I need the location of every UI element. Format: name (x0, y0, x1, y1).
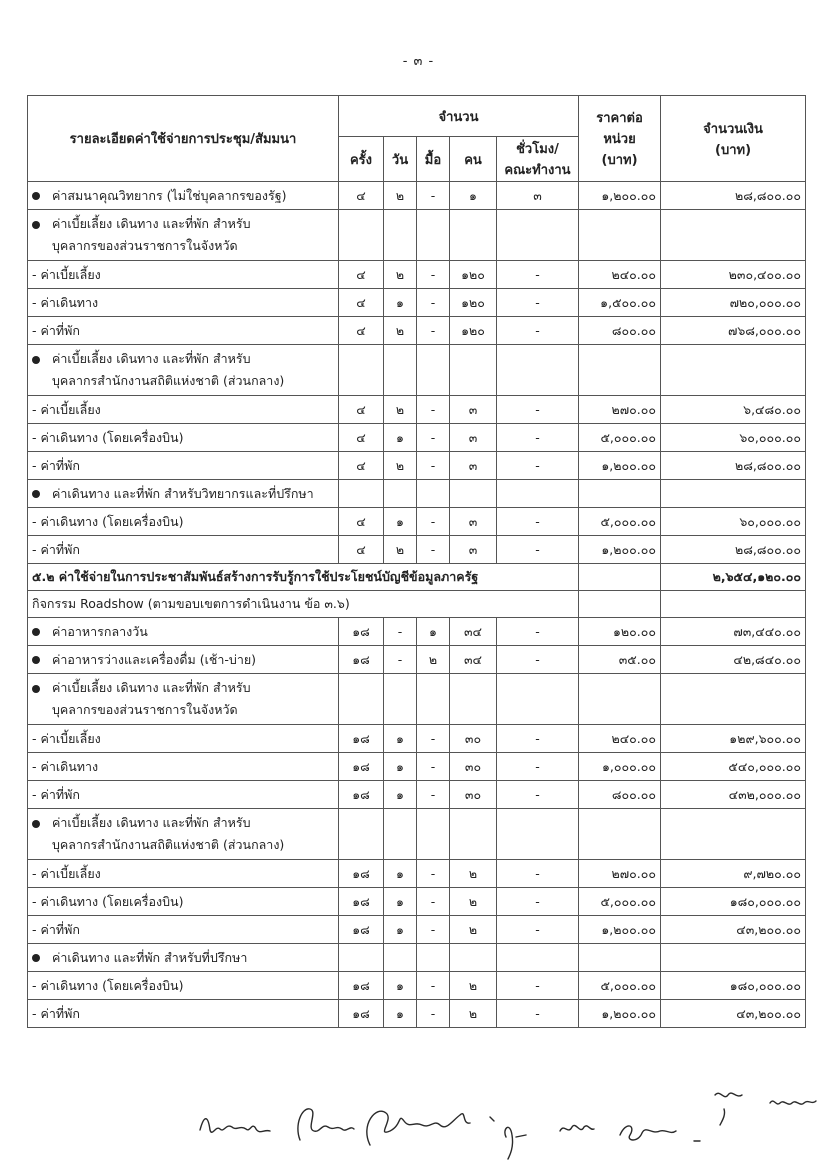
amount-cell: ๔๓๒,๐๐๐.๐๐ (661, 781, 806, 809)
hours-cell: - (497, 424, 579, 452)
section-blank-cell (579, 564, 661, 591)
unit-price-cell: ๕,๐๐๐.๐๐ (579, 972, 661, 1000)
category-label-line2: บุคลากรของส่วนราชการในจังหวัด (52, 702, 238, 717)
unit-price-cell: ๑๒๐.๐๐ (579, 618, 661, 646)
meals-cell: - (417, 289, 450, 317)
item-label: - ค่าเดินทาง (28, 289, 339, 317)
times-cell: ๑๘ (339, 646, 384, 674)
section-title-row (28, 564, 806, 591)
category-label (28, 480, 339, 508)
amount-cell: ๔๓,๒๐๐.๐๐ (661, 916, 806, 944)
amount-cell: ๑๘๐,๐๐๐.๐๐ (661, 888, 806, 916)
empty-cell (339, 210, 384, 261)
bullet-icon (32, 192, 40, 200)
item-label: - ค่าเบี้ยเลี้ยง (28, 725, 339, 753)
hours-cell (497, 480, 579, 508)
hours-cell: - (497, 781, 579, 809)
meals-cell: - (417, 753, 450, 781)
bullet-icon (32, 685, 40, 693)
persons-cell (450, 480, 497, 508)
times-cell: ๔ (339, 182, 384, 210)
table-row (28, 860, 806, 888)
days-cell: ๒ (384, 396, 417, 424)
empty-cell (497, 345, 579, 396)
hours-cell: - (497, 725, 579, 753)
table-row (28, 972, 806, 1000)
section-5-2 (28, 564, 806, 618)
table-row (28, 753, 806, 781)
hours-cell: - (497, 860, 579, 888)
times-cell: ๑๘ (339, 860, 384, 888)
header-amount-line1: จำนวนเงิน (703, 121, 763, 137)
empty-cell (497, 674, 579, 725)
amount-cell (661, 480, 806, 508)
empty-cell (384, 809, 417, 860)
section-total: ๒,๖๕๔,๑๒๐.๐๐ (661, 564, 806, 591)
category-label (28, 618, 339, 646)
meals-cell: - (417, 972, 450, 1000)
category-label-line1: ค่าเบี้ยเลี้ยง เดินทาง และที่พัก สำหรับ (52, 815, 251, 830)
header-persons: คน (450, 137, 497, 182)
persons-cell: ๑๒๐ (450, 317, 497, 345)
unit-price-cell: ๘๐๐.๐๐ (579, 317, 661, 345)
meals-cell: - (417, 508, 450, 536)
days-cell: ๒ (384, 261, 417, 289)
header-amount (661, 96, 806, 182)
category-label-line2: บุคลากรของส่วนราชการในจังหวัด (52, 238, 238, 253)
empty-cell (384, 210, 417, 261)
hours-cell (497, 944, 579, 972)
category-label (28, 809, 339, 860)
category-label (28, 646, 339, 674)
unit-price-cell: ๑,๐๐๐.๐๐ (579, 753, 661, 781)
category-label-line1: ค่าเบี้ยเลี้ยง เดินทาง และที่พัก สำหรับ (52, 680, 251, 695)
empty-cell (339, 809, 384, 860)
unit-price-cell: ๒๗๐.๐๐ (579, 860, 661, 888)
persons-cell: ๓๐ (450, 753, 497, 781)
unit-price-cell: ๘๐๐.๐๐ (579, 781, 661, 809)
hours-cell: - (497, 1000, 579, 1028)
times-cell: ๔ (339, 289, 384, 317)
category-label-text: ค่าสมนาคุณวิทยากร (ไม่ใช่บุคลากรของรัฐ) (52, 187, 287, 203)
persons-cell: ๓๔ (450, 646, 497, 674)
bullet-icon (32, 356, 40, 364)
amount-cell: ๒๘,๘๐๐.๐๐ (661, 536, 806, 564)
table-row (28, 888, 806, 916)
hours-cell: - (497, 753, 579, 781)
persons-cell: ๒ (450, 916, 497, 944)
meals-cell: - (417, 725, 450, 753)
amount-cell: ๗๖๘,๐๐๐.๐๐ (661, 317, 806, 345)
table-row (28, 916, 806, 944)
hours-cell: - (497, 536, 579, 564)
persons-cell: ๓ (450, 424, 497, 452)
category-label (28, 345, 339, 396)
unit-price-cell: ๑,๒๐๐.๐๐ (579, 452, 661, 480)
amount-cell: ๒๓๐,๔๐๐.๐๐ (661, 261, 806, 289)
empty-cell (450, 210, 497, 261)
amount-cell: ๔๒,๘๔๐.๐๐ (661, 646, 806, 674)
days-cell (384, 944, 417, 972)
empty-cell (384, 674, 417, 725)
table-row (28, 1000, 806, 1028)
table-row (28, 424, 806, 452)
page-number: - ๓ - (402, 54, 435, 69)
category-label (28, 674, 339, 725)
meals-cell: - (417, 261, 450, 289)
persons-cell: ๒ (450, 1000, 497, 1028)
days-cell: ๑ (384, 508, 417, 536)
table-body-part1 (28, 182, 806, 564)
amount-cell: ๒๘,๘๐๐.๐๐ (661, 452, 806, 480)
unit-price-cell: ๒๔๐.๐๐ (579, 261, 661, 289)
empty-cell (384, 345, 417, 396)
times-cell: ๔ (339, 452, 384, 480)
header-hours-line1: ชั่วโมง/ (516, 142, 559, 157)
activity-blank-cell (579, 591, 661, 618)
table-body-part2 (28, 618, 806, 1028)
meals-cell: - (417, 916, 450, 944)
table-row (28, 317, 806, 345)
amount-cell: ๔๓,๒๐๐.๐๐ (661, 1000, 806, 1028)
hours-cell: - (497, 646, 579, 674)
hours-cell: - (497, 289, 579, 317)
unit-price-cell: ๑,๒๐๐.๐๐ (579, 182, 661, 210)
unit-price-cell: ๑,๒๐๐.๐๐ (579, 916, 661, 944)
item-label: - ค่าเดินทาง (28, 753, 339, 781)
bullet-icon (32, 490, 40, 498)
item-label: - ค่าเดินทาง (โดยเครื่องบิน) (28, 508, 339, 536)
category-label-text: ค่าอาหารกลางวัน (52, 623, 148, 639)
empty-cell (579, 345, 661, 396)
signature-6 (620, 1126, 676, 1140)
table-row (28, 452, 806, 480)
section-activity: กิจกรรม Roadshow (ตามขอบเขตการดำเนินงาน ข้อ ๓.๖) (28, 591, 579, 618)
times-cell: ๔ (339, 396, 384, 424)
header-description: รายละเอียดค่าใช้จ่ายการประชุม/สัมมนา (28, 96, 339, 182)
item-label: - ค่าที่พัก (28, 317, 339, 345)
empty-cell (339, 345, 384, 396)
persons-cell: ๓ (450, 452, 497, 480)
table-row (28, 480, 806, 508)
hours-cell: - (497, 618, 579, 646)
expense-table (27, 95, 806, 1028)
unit-price-cell: ๕,๐๐๐.๐๐ (579, 508, 661, 536)
times-cell: ๑๘ (339, 916, 384, 944)
item-label: - ค่าที่พัก (28, 781, 339, 809)
empty-cell (450, 345, 497, 396)
days-cell: ๑ (384, 725, 417, 753)
table-row (28, 345, 806, 396)
days-cell: ๑ (384, 860, 417, 888)
times-cell: ๑๘ (339, 618, 384, 646)
empty-cell (579, 809, 661, 860)
amount-cell: ๑๘๐,๐๐๐.๐๐ (661, 972, 806, 1000)
hours-cell: - (497, 916, 579, 944)
item-label: - ค่าเบี้ยเลี้ยง (28, 396, 339, 424)
days-cell: ๒ (384, 536, 417, 564)
empty-cell (661, 345, 806, 396)
header-times: ครั้ง (339, 137, 384, 182)
signature-2 (298, 1109, 354, 1140)
bullet-icon (32, 820, 40, 828)
item-label: - ค่าเดินทาง (โดยเครื่องบิน) (28, 424, 339, 452)
empty-cell (661, 210, 806, 261)
unit-price-cell (579, 480, 661, 508)
empty-cell (450, 674, 497, 725)
meals-cell: - (417, 781, 450, 809)
unit-price-cell: ๒๔๐.๐๐ (579, 725, 661, 753)
hours-cell: - (497, 508, 579, 536)
signature-5 (560, 1125, 594, 1131)
header-hours (497, 137, 579, 182)
hours-cell: - (497, 972, 579, 1000)
category-label-line2: บุคลากรสำนักงานสถิติแห่งชาติ (ส่วนกลาง) (52, 373, 285, 388)
signature-1 (200, 1119, 270, 1132)
signature-3 (367, 1111, 470, 1145)
empty-cell (579, 674, 661, 725)
hours-cell: - (497, 261, 579, 289)
meals-cell: - (417, 317, 450, 345)
meals-cell: - (417, 452, 450, 480)
meals-cell: ๒ (417, 646, 450, 674)
signatures (190, 1085, 830, 1165)
item-label: - ค่าเบี้ยเลี้ยง (28, 860, 339, 888)
persons-cell: ๓๔ (450, 618, 497, 646)
signature-8 (715, 1093, 742, 1125)
header-hours-line2: คณะทำงาน (504, 163, 571, 178)
unit-price-cell: ๒๗๐.๐๐ (579, 396, 661, 424)
item-label: - ค่าเดินทาง (โดยเครื่องบิน) (28, 972, 339, 1000)
header-quantity: จำนวน (339, 96, 579, 137)
empty-cell (450, 809, 497, 860)
table-header (28, 96, 806, 182)
persons-cell: ๒ (450, 972, 497, 1000)
meals-cell: - (417, 424, 450, 452)
empty-cell (497, 210, 579, 261)
persons-cell: ๒ (450, 860, 497, 888)
category-label (28, 210, 339, 261)
days-cell: ๒ (384, 317, 417, 345)
times-cell: ๑๘ (339, 1000, 384, 1028)
times-cell (339, 944, 384, 972)
persons-cell: ๓ (450, 396, 497, 424)
header-amount-line2: (บาท) (715, 142, 752, 158)
days-cell: ๑ (384, 916, 417, 944)
amount-cell (661, 944, 806, 972)
table-row (28, 508, 806, 536)
amount-cell: ๙,๗๒๐.๐๐ (661, 860, 806, 888)
hours-cell: - (497, 396, 579, 424)
days-cell: - (384, 618, 417, 646)
empty-cell (661, 674, 806, 725)
header-unit-price-line3: (บาท) (601, 153, 638, 168)
category-label-line1: ค่าเบี้ยเลี้ยง เดินทาง และที่พัก สำหรับ (52, 351, 251, 366)
hours-cell: - (497, 888, 579, 916)
header-meals: มื้อ (417, 137, 450, 182)
persons-cell: ๓๐ (450, 781, 497, 809)
times-cell: ๑๘ (339, 753, 384, 781)
meals-cell: - (417, 396, 450, 424)
days-cell: ๒ (384, 182, 417, 210)
empty-cell (661, 809, 806, 860)
persons-cell: ๑ (450, 182, 497, 210)
days-cell: ๑ (384, 424, 417, 452)
activity-amount-cell (661, 591, 806, 618)
unit-price-cell (579, 944, 661, 972)
item-label: - ค่าที่พัก (28, 536, 339, 564)
amount-cell: ๖๐,๐๐๐.๐๐ (661, 508, 806, 536)
days-cell: ๑ (384, 289, 417, 317)
amount-cell: ๖๐,๐๐๐.๐๐ (661, 424, 806, 452)
meals-cell (417, 480, 450, 508)
bullet-icon (32, 656, 40, 664)
days-cell: ๑ (384, 781, 417, 809)
persons-cell: ๑๒๐ (450, 261, 497, 289)
amount-cell: ๗๓,๔๔๐.๐๐ (661, 618, 806, 646)
meals-cell: - (417, 536, 450, 564)
unit-price-cell: ๕,๐๐๐.๐๐ (579, 424, 661, 452)
times-cell: ๑๘ (339, 725, 384, 753)
signature-9 (770, 1101, 816, 1104)
days-cell: ๑ (384, 972, 417, 1000)
category-label-text: ค่าเดินทาง และที่พัก สำหรับที่ปรึกษา (52, 949, 248, 965)
table-row (28, 618, 806, 646)
item-label: - ค่าเดินทาง (โดยเครื่องบิน) (28, 888, 339, 916)
item-label: - ค่าเบี้ยเลี้ยง (28, 261, 339, 289)
days-cell: - (384, 646, 417, 674)
hours-cell: - (497, 317, 579, 345)
category-label (28, 944, 339, 972)
persons-cell: ๒ (450, 888, 497, 916)
persons-cell (450, 944, 497, 972)
empty-cell (579, 210, 661, 261)
meals-cell: - (417, 1000, 450, 1028)
days-cell: ๑ (384, 1000, 417, 1028)
unit-price-cell: ๑,๒๐๐.๐๐ (579, 1000, 661, 1028)
header-unit-price (579, 96, 661, 182)
table-row (28, 396, 806, 424)
times-cell: ๑๘ (339, 972, 384, 1000)
times-cell: ๑๘ (339, 888, 384, 916)
category-label-text: ค่าเดินทาง และที่พัก สำหรับวิทยากรและที่ปรึกษา (52, 485, 314, 501)
amount-cell: ๕๔๐,๐๐๐.๐๐ (661, 753, 806, 781)
amount-cell: ๖,๔๘๐.๐๐ (661, 396, 806, 424)
days-cell: ๑ (384, 753, 417, 781)
section-title: ๕.๒ ค่าใช้จ่ายในการประชาสัมพันธ์สร้างการรับรู้การใช้ประโยชน์บัญชีข้อมูลภาครัฐ (28, 564, 579, 591)
table-row (28, 725, 806, 753)
category-label (28, 182, 339, 210)
signature-4 (490, 1117, 526, 1159)
times-cell: ๔ (339, 508, 384, 536)
days-cell (384, 480, 417, 508)
empty-cell (417, 210, 450, 261)
unit-price-cell: ๕,๐๐๐.๐๐ (579, 888, 661, 916)
table-row (28, 781, 806, 809)
empty-cell (417, 674, 450, 725)
table-row (28, 261, 806, 289)
bullet-icon (32, 954, 40, 962)
amount-cell: ๒๘,๘๐๐.๐๐ (661, 182, 806, 210)
times-cell (339, 480, 384, 508)
table-row (28, 809, 806, 860)
table-row (28, 944, 806, 972)
header-unit-price-line1: ราคาต่อ (596, 111, 643, 126)
days-cell: ๒ (384, 452, 417, 480)
table-row (28, 210, 806, 261)
table-row (28, 289, 806, 317)
meals-cell (417, 944, 450, 972)
category-label-line2: บุคลากรสำนักงานสถิติแห่งชาติ (ส่วนกลาง) (52, 837, 285, 852)
table-row (28, 536, 806, 564)
header-unit-price-line2: หน่วย (603, 132, 636, 147)
header-days: วัน (384, 137, 417, 182)
persons-cell: ๑๒๐ (450, 289, 497, 317)
meals-cell: - (417, 182, 450, 210)
amount-cell: ๗๒๐,๐๐๐.๐๐ (661, 289, 806, 317)
item-label: - ค่าที่พัก (28, 1000, 339, 1028)
meals-cell: ๑ (417, 618, 450, 646)
hours-cell: - (497, 452, 579, 480)
bullet-icon (32, 628, 40, 636)
signature-strokes (190, 1085, 830, 1165)
hours-cell: ๓ (497, 182, 579, 210)
empty-cell (417, 809, 450, 860)
days-cell: ๑ (384, 888, 417, 916)
unit-price-cell: ๑,๒๐๐.๐๐ (579, 536, 661, 564)
category-label-text: ค่าอาหารว่างและเครื่องดื่ม (เช้า-บ่าย) (52, 651, 257, 667)
empty-cell (339, 674, 384, 725)
unit-price-cell: ๑,๕๐๐.๐๐ (579, 289, 661, 317)
meals-cell: - (417, 860, 450, 888)
table-row (28, 674, 806, 725)
item-label: - ค่าที่พัก (28, 916, 339, 944)
persons-cell: ๓ (450, 536, 497, 564)
persons-cell: ๓๐ (450, 725, 497, 753)
times-cell: ๔ (339, 261, 384, 289)
amount-cell: ๑๒๙,๖๐๐.๐๐ (661, 725, 806, 753)
times-cell: ๔ (339, 424, 384, 452)
times-cell: ๑๘ (339, 781, 384, 809)
item-label: - ค่าที่พัก (28, 452, 339, 480)
table-row (28, 646, 806, 674)
persons-cell: ๓ (450, 508, 497, 536)
table-row (28, 182, 806, 210)
empty-cell (417, 345, 450, 396)
bullet-icon (32, 221, 40, 229)
empty-cell (497, 809, 579, 860)
category-label-line1: ค่าเบี้ยเลี้ยง เดินทาง และที่พัก สำหรับ (52, 216, 251, 231)
section-activity-row (28, 591, 806, 618)
times-cell: ๔ (339, 317, 384, 345)
times-cell: ๔ (339, 536, 384, 564)
meals-cell: - (417, 888, 450, 916)
unit-price-cell: ๓๕.๐๐ (579, 646, 661, 674)
